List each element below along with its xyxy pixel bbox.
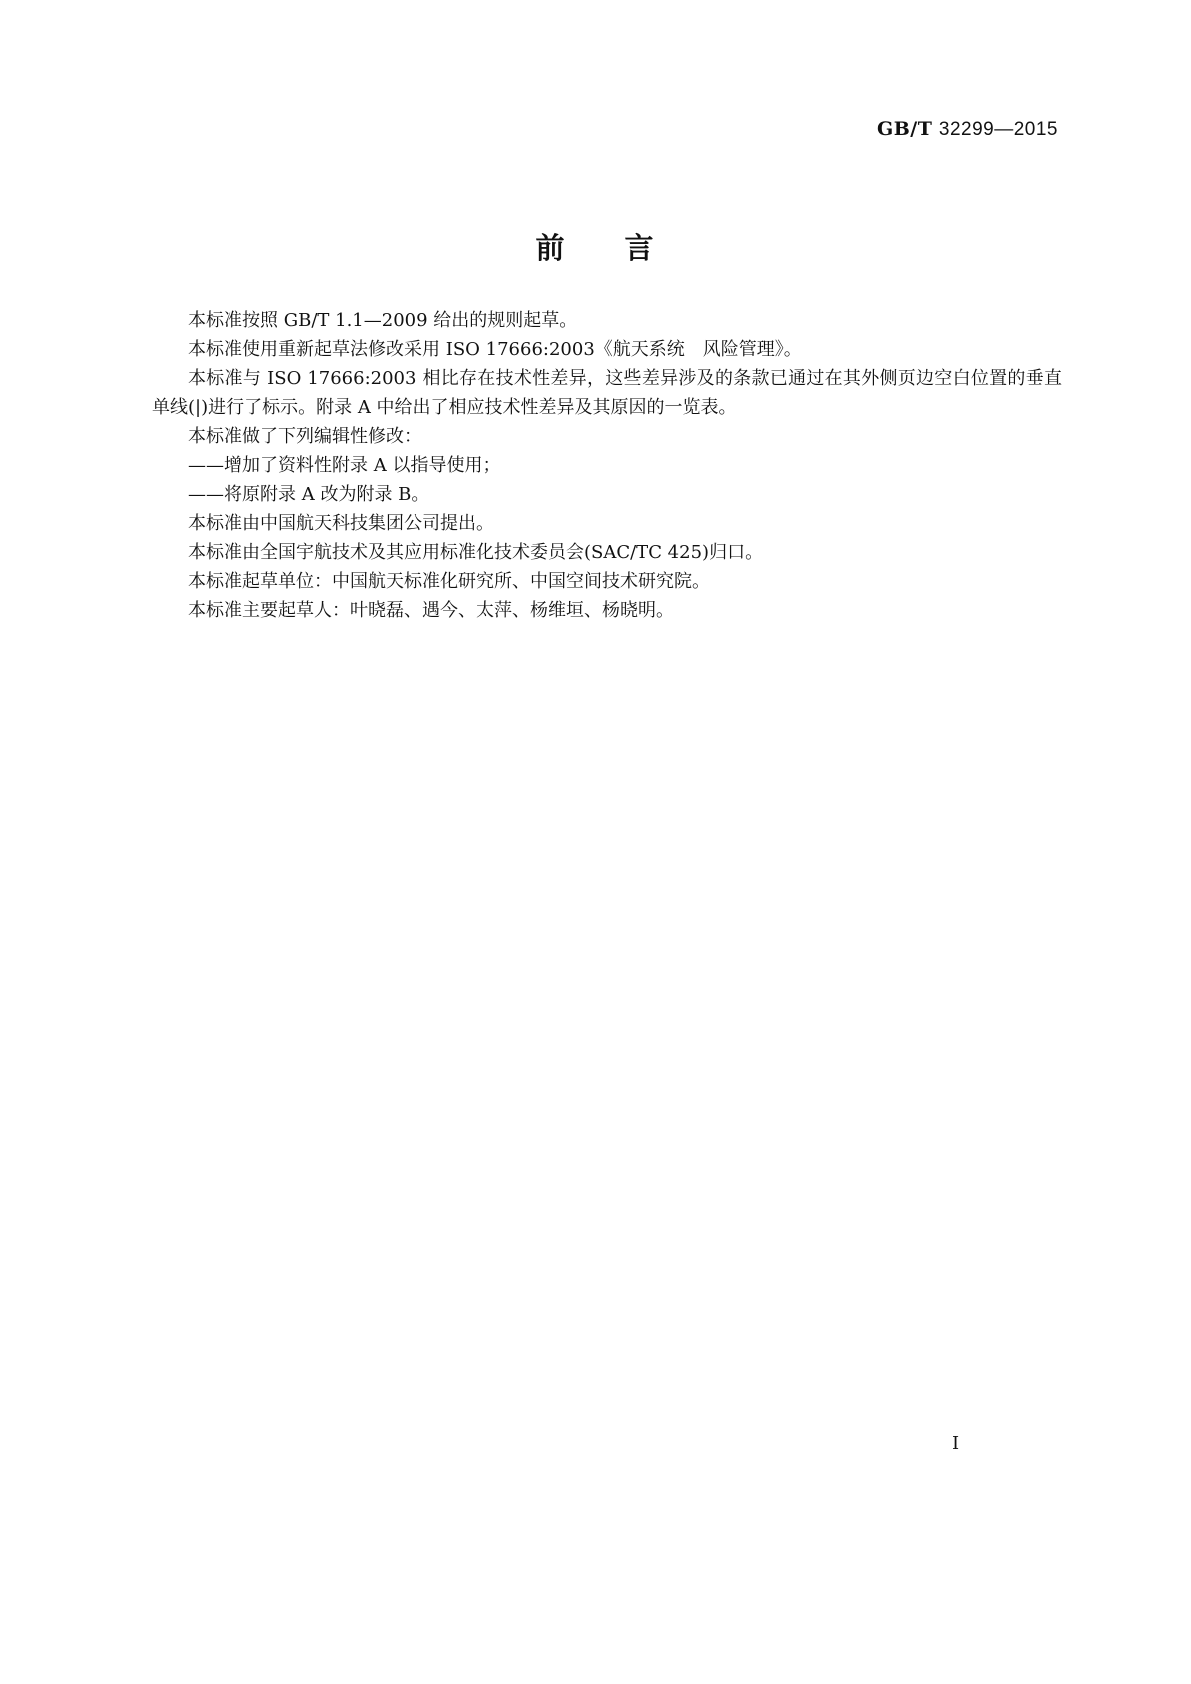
list-item-annex-added: ——增加了资料性附录 A 以指导使用； (188, 455, 501, 476)
paragraph-technical-committee: 本标准由全国宇航技术及其应用标准化技术委员会(SAC/TC 425)归口。 (188, 542, 764, 563)
paragraph-drafters: 本标准主要起草人：叶晓磊、遇今、太萍、杨维垣、杨晓明。 (188, 600, 674, 621)
paragraph-technical-differences: 本标准与 ISO 17666:2003 相比存在技术性差异，这些差异涉及的条款已通过在其外侧页边空白位置的垂直单线(|)进行了标示。附录 A 中给出了相应技术性差异及其原因的一览表。 (152, 368, 1062, 418)
foreword-body (152, 306, 1062, 625)
paragraph-proposer: 本标准由中国航天科技集团公司提出。 (188, 513, 494, 534)
paragraph-drafting-rules: 本标准按照 GB/T 1.1—2009 给出的规则起草。 (188, 310, 578, 331)
standard-prefix: GB/T (876, 118, 933, 140)
paragraph-editorial-changes: 本标准做了下列编辑性修改： (188, 426, 422, 447)
standard-number (877, 118, 1058, 141)
list-item-annex-renamed: ——将原附录 A 改为附录 B。 (188, 484, 430, 505)
paragraph-drafting-units: 本标准起草单位：中国航天标准化研究所、中国空间技术研究院。 (188, 571, 710, 592)
page-number: I (952, 1433, 960, 1454)
title-char-1: 前 (535, 231, 567, 265)
page-title (0, 226, 1191, 267)
paragraph-adoption: 本标准使用重新起草法修改采用 ISO 17666:2003《航天系统 风险管理》。 (188, 339, 802, 360)
standard-code: 32299—2015 (938, 119, 1058, 140)
title-char-2: 言 (624, 231, 656, 265)
